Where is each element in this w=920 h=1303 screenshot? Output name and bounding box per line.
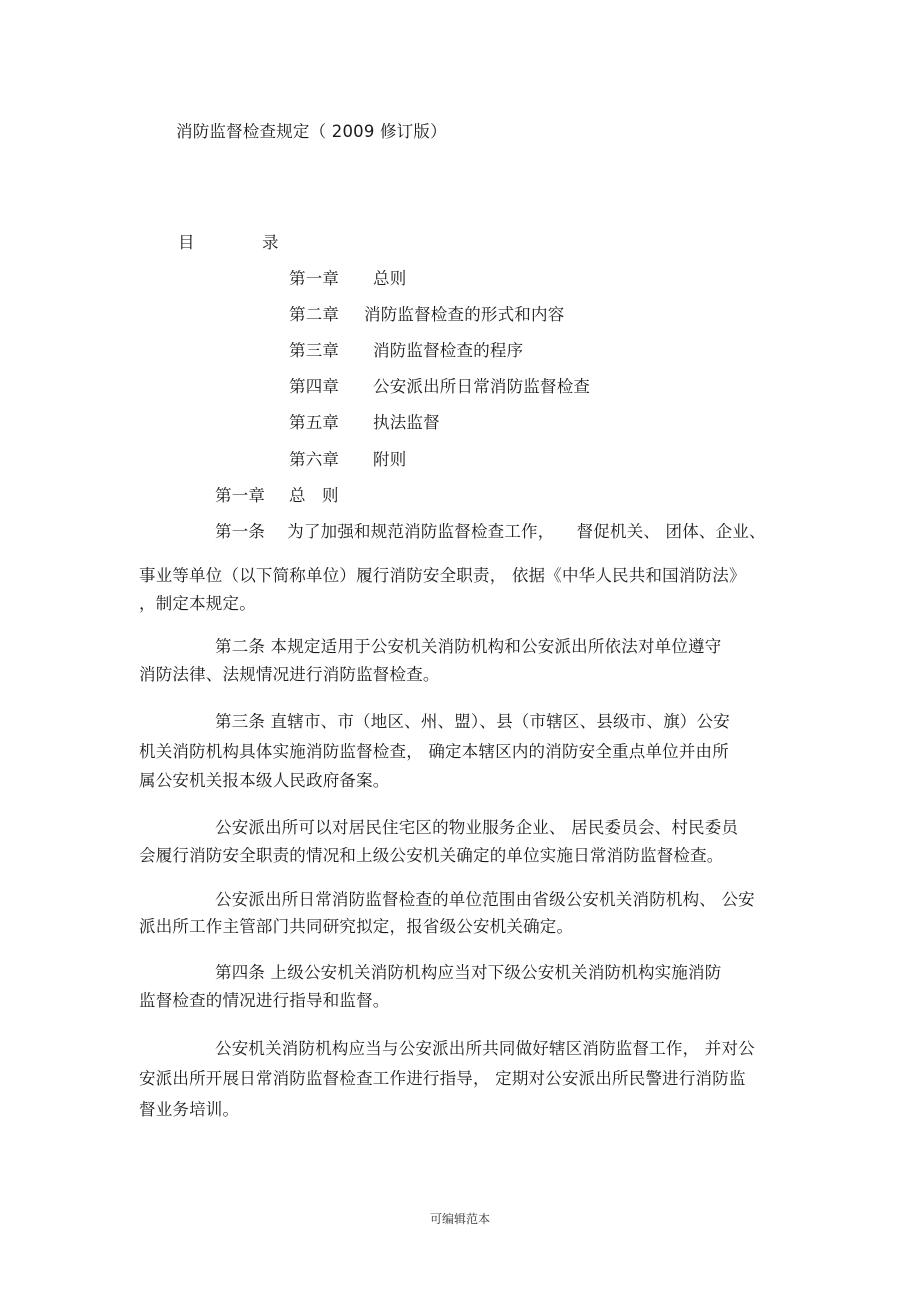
toc-entry-title: 总则 [373,269,407,288]
body-line: 第四条 上级公安机关消防机构应当对下级公安机关消防机构实施消防 [215,963,722,982]
toc-heading-left: 目 [178,233,195,252]
body-line: 第二条 本规定适用于公安机关消防机构和公安派出所依法对单位遵守 [215,637,722,656]
body-line: 安派出所开展日常消防监督检查工作进行指导， 定期对公安派出所民警进行消防监 [139,1069,746,1088]
body-line: 督业务培训。 [139,1100,240,1119]
toc-entry-chapter: 第四章 [289,377,340,396]
toc-entry-title: 公安派出所日常消防监督检查 [373,377,591,396]
body-line: 公安派出所日常消防监督检查的单位范围由省级公安机关消防机构、 公安 [215,890,755,909]
body-line: 公安机关消防机构应当与公安派出所共同做好辖区消防监督工作， 并对公 [215,1039,755,1058]
toc-entry-chapter: 第二章 [289,305,340,324]
toc-entry-title: 消防监督检查的形式和内容 [364,305,565,324]
toc-entry-chapter: 第六章 [289,450,340,469]
toc-entry-title: 消防监督检查的程序 [373,341,524,360]
chapter-heading-title-a: 总 [289,486,306,505]
page-footer: 可编辑范本 [429,1212,490,1226]
body-line: 第一条 为了加强和规范消防监督检查工作， 督促机关、 团体、企业、 [215,522,766,541]
body-line: 公安派出所可以对居民住宅区的物业服务企业、 居民委员会、村民委员 [215,818,739,837]
body-line: 会履行消防安全职责的情况和上级公安机关确定的单位实施日常消防监督检查。 [139,846,724,865]
toc-entry-title: 执法监督 [373,413,440,432]
body-line: 事业等单位（以下简称单位）履行消防安全职责， 依据《中华人民共和国消防法》 [139,566,746,585]
body-line: 属公安机关报本级人民政府备案。 [139,771,390,790]
body-line: 消防法律、法规情况进行消防监督检查。 [139,665,440,684]
toc-entry-chapter: 第三章 [289,341,340,360]
toc-entry-chapter: 第五章 [289,413,340,432]
body-line: 第三条 直辖市、市（地区、州、盟）、县（市辖区、县级市、旗）公安 [215,712,730,731]
toc-entry-chapter: 第一章 [289,269,340,288]
document-title: 消防监督检查规定（ 2009 修订版） [176,122,447,141]
body-line: 监督检查的情况进行指导和监督。 [139,991,390,1010]
chapter-heading-title-b: 则 [322,486,339,505]
toc-entry-title: 附则 [373,450,407,469]
body-line: 派出所工作主管部门共同研究拟定，报省级公安机关确定。 [139,917,574,936]
chapter-heading-label: 第一章 [215,486,266,505]
body-line: 机关消防机构具体实施消防监督检查， 确定本辖区内的消防安全重点单位并由所 [139,742,729,761]
toc-heading-right: 录 [262,233,279,252]
body-line: ，制定本规定。 [139,594,256,613]
